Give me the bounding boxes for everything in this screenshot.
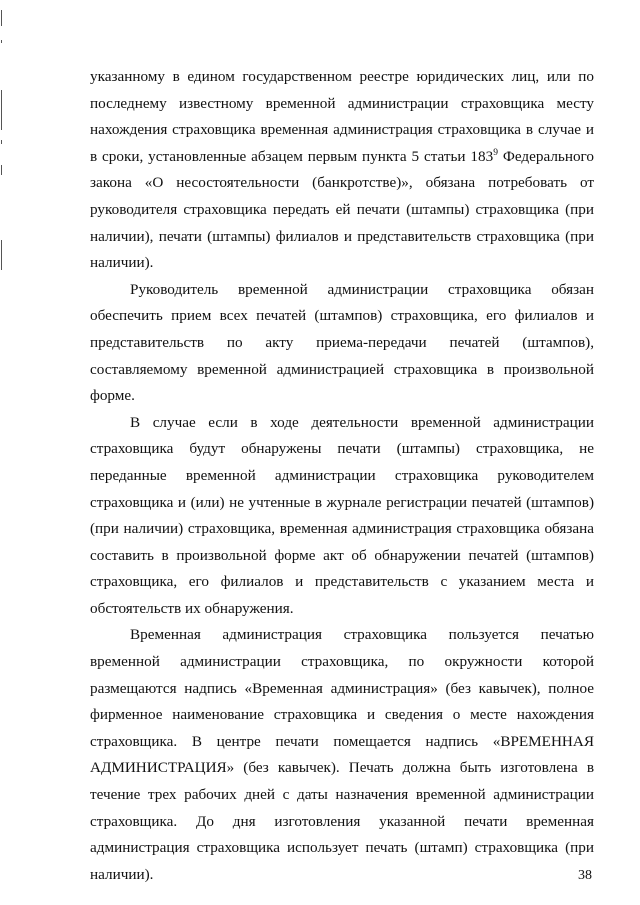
footnote-superscript: 9 — [493, 147, 498, 158]
scan-edge-mark — [1, 165, 2, 175]
paragraph: Руководитель временной администрации страховщика обязан обеспечить прием всех печатей (штампов) страховщика, его филиалов и представительств по акту приема-передачи печатей (штампов), составляемому временной администрацией страховщика в произвольной форме. — [90, 280, 594, 405]
paragraph-text: указанному в едином государственном реестре юридических лиц, или по последнему известному временной администрации страховщика месту нахождения страховщика временная администрация страховщика в случае и в сроки, установленные абзацем первым пункта 5 статьи 183 — [90, 68, 594, 165]
scan-edge-mark — [1, 10, 2, 26]
page-number: 38 — [578, 868, 592, 883]
paragraph-continuation — [90, 64, 594, 277]
paragraph: В случае если в ходе деятельности временной администрации страховщика будут обнаружены печати (штампы) страховщика, не переданные временной администрации страховщика руководителем страховщика и (или) не учтенные в журнале регистрации печатей (штампов) (при наличии) страховщика, временная администрация страховщика обязана составить в произвольной форме акт об обнаружении печатей (штампов) страховщика, его филиалов и представительств с указанием места и обстоятельств их обнаружения. — [90, 413, 594, 617]
scan-edge-mark — [1, 40, 2, 43]
scan-edge-mark — [1, 140, 2, 144]
body-text — [90, 64, 594, 888]
scan-edge-mark — [1, 240, 2, 270]
scan-edge-marks — [0, 0, 8, 300]
paragraph-text: Федерального закона «О несостоятельности (банкротстве)», обязана потребовать от руководителя страховщика передать ей печати (штампы) страховщика (при наличии), печати (штампы) филиалов и представительств страховщика (при наличии). — [90, 147, 594, 272]
scan-edge-mark — [1, 90, 2, 130]
paragraph: Временная администрация страховщика пользуется печатью временной администрации страховщика, по окружности которой размещаются надпись «Временная администрация» (без кавычек), полное фирменное наименование страховщика и сведения о месте нахождения страховщика. В центре печати помещается надпись «ВРЕМЕННАЯ АДМИНИСТРАЦИЯ» (без кавычек). Печать должна быть изготовлена в течение трех рабочих дней с даты назначения временной администрации страховщика. До дня изготовления указанной печати временная администрация страховщика использует печать (штамп) страховщика (при наличии). — [90, 626, 594, 883]
